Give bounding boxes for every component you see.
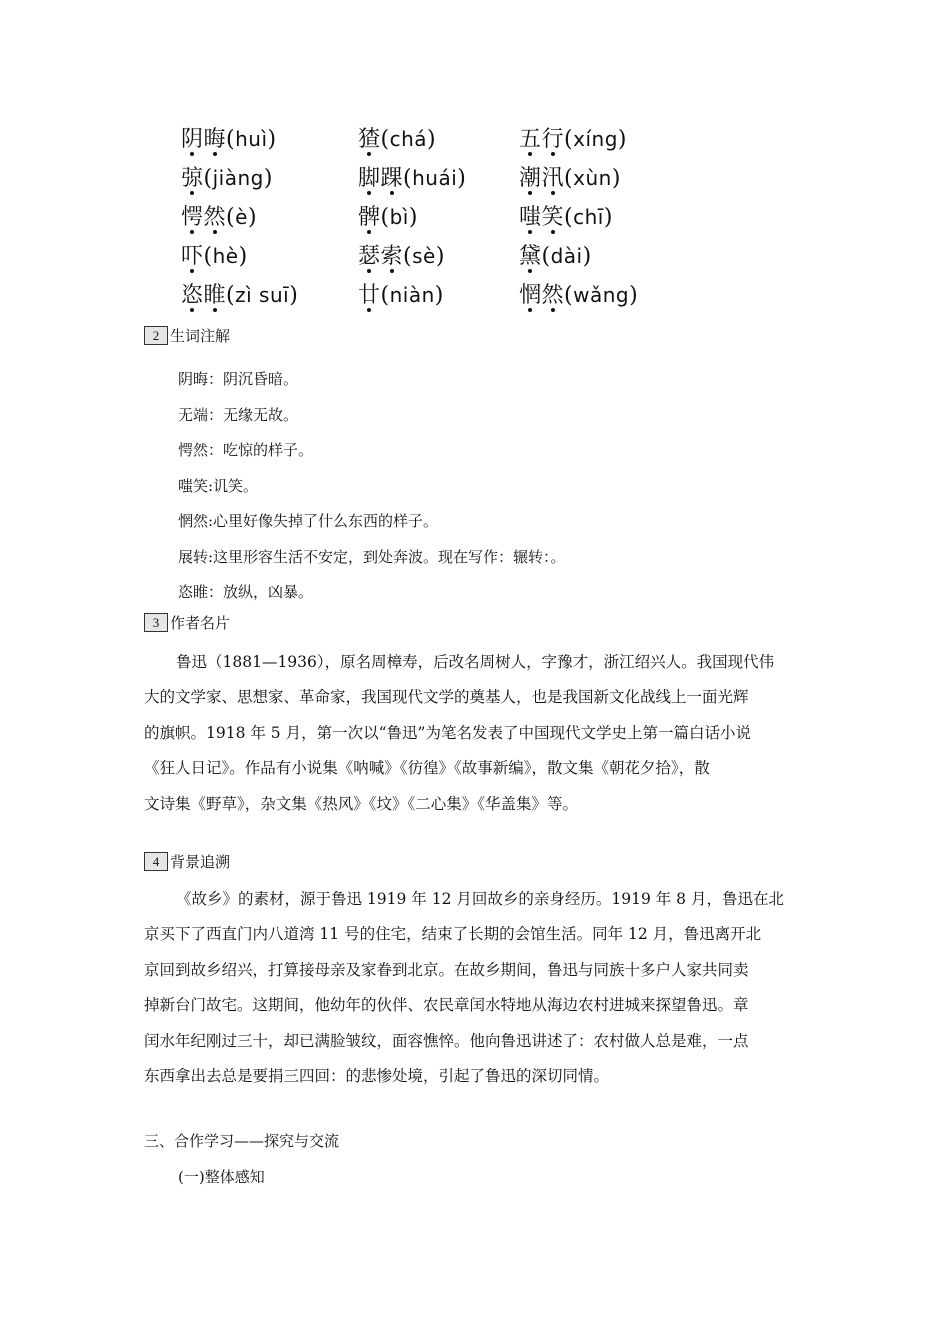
paragraph-line: 京买下了西直门内八道湾 11 号的住宅，结束了长期的会馆生活。同年 12 月，鲁迅离开北 xyxy=(144,925,762,944)
pinyin-word: 弶 xyxy=(181,166,204,191)
author-paragraph xyxy=(144,645,812,822)
pinyin-word: 脚 踝 xyxy=(358,166,403,191)
pinyin-row xyxy=(181,198,701,237)
section-title: 作者名片 xyxy=(170,614,231,632)
emphasis-dot xyxy=(367,152,371,156)
definition-item: 展转:这里形容生活不安定，到处奔波。现在写作：辗转：。 xyxy=(178,547,566,566)
definition-item: 恣睢：放纵，凶暴。 xyxy=(178,583,314,601)
pinyin-word: 惘 然 xyxy=(519,283,564,308)
pinyin-word: 猹 xyxy=(358,127,381,152)
paren-close: ) xyxy=(435,244,445,269)
emphasis-dot xyxy=(551,191,555,195)
pinyin-reading: è xyxy=(235,205,248,229)
paren-open: ( xyxy=(203,244,213,269)
pinyin-word: 愕 然 xyxy=(181,205,226,230)
paren-close: ) xyxy=(263,166,273,191)
pinyin-reading: chī xyxy=(573,205,604,229)
emphasis-dot xyxy=(190,269,194,273)
pinyin-entry xyxy=(181,237,248,276)
paren-close: ) xyxy=(457,166,467,191)
paragraph-line: 大的文学家、思想家、革命家，我国现代文学的奠基人，也是我国新文化战线上一面光辉 xyxy=(144,688,749,707)
paren-close: ) xyxy=(611,166,621,191)
emphasis-dot xyxy=(367,308,371,312)
emphasis-dot xyxy=(551,308,555,312)
pinyin-word: 恣 睢 xyxy=(181,283,226,308)
emphasis-dot xyxy=(190,230,194,234)
definition-item: 阴晦：阴沉昏暗。 xyxy=(178,370,299,388)
paragraph-line: 京回到故乡绍兴，打算接母亲及家眷到北京。在故乡期间，鲁迅与同族十多户人家共同卖 xyxy=(144,960,749,979)
pinyin-reading: hè xyxy=(212,244,239,268)
pinyin-entry xyxy=(358,159,466,198)
pinyin-word: 吓 xyxy=(181,244,204,269)
paren-open: ( xyxy=(380,283,390,308)
paren-open: ( xyxy=(564,205,574,230)
sub-heading: (一)整体感知 xyxy=(178,1168,265,1186)
emphasis-dot xyxy=(213,152,217,156)
paren-close: ) xyxy=(427,127,437,152)
emphasis-dot xyxy=(528,308,532,312)
emphasis-dot xyxy=(213,230,217,234)
pinyin-reading: jiàng xyxy=(212,166,264,190)
pinyin-entry xyxy=(358,120,436,159)
paren-open: ( xyxy=(226,283,236,308)
paren-close: ) xyxy=(267,127,277,152)
paren-close: ) xyxy=(408,205,418,230)
definition-item: 愕然：吃惊的样子。 xyxy=(178,441,314,459)
section-heading-author xyxy=(144,612,230,634)
emphasis-dot xyxy=(551,152,555,156)
section-heading-background xyxy=(144,851,230,873)
section-title: 背景追溯 xyxy=(170,853,231,871)
paren-open: ( xyxy=(203,166,213,191)
paren-close: ) xyxy=(434,283,444,308)
emphasis-dot xyxy=(528,152,532,156)
section-number-badge: 3 xyxy=(144,613,168,632)
emphasis-dot xyxy=(390,191,394,195)
pinyin-entry xyxy=(519,120,627,159)
paragraph-line: 的旗帜。1918 年 5 月，第一次以“鲁迅”为笔名发表了中国现代文学史上第一篇白话小说 xyxy=(144,723,751,742)
pinyin-reading: zì suī xyxy=(235,283,290,307)
pinyin-entry xyxy=(181,276,298,315)
pinyin-word: 阴 晦 xyxy=(181,127,226,152)
pinyin-reading: chá xyxy=(389,127,428,151)
section-title: 生词注解 xyxy=(170,327,231,345)
paren-open: ( xyxy=(541,244,551,269)
paragraph-line: 《狂人日记》。作品有小说集《呐喊》《彷徨》《故事新编》，散文集《朝花夕拾》，散 xyxy=(144,759,710,778)
emphasis-dot xyxy=(528,191,532,195)
section-heading-vocab xyxy=(144,325,230,347)
paragraph-line: 掉新台门故宅。这期间，他幼年的伙伴、农民章闰水特地从海边农村进城来探望鲁迅。章 xyxy=(144,996,749,1015)
pinyin-word: 潮 汛 xyxy=(519,166,564,191)
pinyin-row xyxy=(181,120,701,159)
pinyin-reading: dài xyxy=(550,244,583,268)
emphasis-dot xyxy=(528,230,532,234)
paren-open: ( xyxy=(564,166,574,191)
definition-list xyxy=(178,362,818,611)
paragraph-line: 闰水年纪刚过三十，却已满脸皱纹，面容憔悴。他向鲁迅讲述了：农村做人总是难，一点 xyxy=(144,1031,749,1050)
pinyin-entry xyxy=(181,120,277,159)
pinyin-word: 髀 xyxy=(358,205,381,230)
paragraph-line: 鲁迅（1881—1936），原名周樟寿，后改名周树人，字豫才，浙江绍兴人。我国现代伟 xyxy=(176,653,775,671)
paren-open: ( xyxy=(564,127,574,152)
paren-close: ) xyxy=(603,205,613,230)
pinyin-word: 瑟 索 xyxy=(358,244,403,269)
pinyin-entry xyxy=(358,237,445,276)
pinyin-reading: wǎng xyxy=(573,283,630,307)
pinyin-entry xyxy=(181,198,257,237)
pinyin-reading: huái xyxy=(412,166,458,190)
paren-open: ( xyxy=(380,205,390,230)
emphasis-dot xyxy=(190,191,194,195)
paragraph-line: 文诗集《野草》，杂文集《热风》《坟》《二心集》《华盖集》等。 xyxy=(144,794,579,813)
pinyin-row xyxy=(181,237,701,276)
paren-close: ) xyxy=(247,205,258,230)
emphasis-dot xyxy=(528,269,532,273)
emphasis-dot xyxy=(190,152,194,156)
paren-open: ( xyxy=(564,283,574,308)
pinyin-row xyxy=(181,276,701,315)
pinyin-entry xyxy=(519,159,621,198)
emphasis-dot xyxy=(213,308,217,312)
definition-item: 无端：无缘无故。 xyxy=(178,405,299,424)
paren-open: ( xyxy=(403,166,413,191)
paren-open: ( xyxy=(403,244,413,269)
background-paragraph xyxy=(144,882,812,1094)
emphasis-dot xyxy=(551,230,555,234)
paren-open: ( xyxy=(226,127,236,152)
part-heading: 三、合作学习——探究与交流 xyxy=(144,1132,340,1150)
pinyin-word: 廿 xyxy=(358,283,381,308)
pinyin-reading: niàn xyxy=(389,283,435,307)
pinyin-word: 嗤 笑 xyxy=(519,205,564,230)
emphasis-dot xyxy=(367,230,371,234)
pinyin-word: 五 行 xyxy=(519,127,564,152)
paren-open: ( xyxy=(226,205,236,230)
pinyin-reading: huì xyxy=(235,127,268,151)
paren-close: ) xyxy=(617,127,627,152)
pinyin-entry xyxy=(519,198,613,237)
pinyin-entry xyxy=(358,198,418,237)
pinyin-entry xyxy=(519,276,638,315)
pinyin-entry xyxy=(358,276,444,315)
definition-item: 嗤笑:讥笑。 xyxy=(178,476,259,495)
pinyin-grid xyxy=(181,120,701,315)
emphasis-dot xyxy=(367,191,371,195)
section-number-badge: 2 xyxy=(144,326,168,345)
pinyin-reading: xùn xyxy=(573,166,612,190)
pinyin-entry xyxy=(181,159,273,198)
pinyin-reading: xíng xyxy=(573,127,618,151)
emphasis-dot xyxy=(367,269,371,273)
paren-close: ) xyxy=(289,283,299,308)
pinyin-reading: bì xyxy=(389,205,409,229)
paragraph-line: 东西拿出去总是要捐三四回：的悲惨处境，引起了鲁迅的深切同情。 xyxy=(144,1067,610,1086)
pinyin-word: 黛 xyxy=(519,244,542,269)
paragraph-line: 《故乡》的素材，源于鲁迅 1919 年 12 月回故乡的亲身经历。1919 年 8 月，鲁迅在北 xyxy=(176,890,784,908)
definition-item: 惘然:心里好像失掉了什么东西的样子。 xyxy=(178,512,439,530)
section-number-badge: 4 xyxy=(144,852,168,871)
emphasis-dot xyxy=(190,308,194,312)
emphasis-dot xyxy=(390,269,394,273)
paren-close: ) xyxy=(238,244,248,269)
paren-close: ) xyxy=(582,244,592,269)
pinyin-entry xyxy=(519,237,592,276)
pinyin-reading: sè xyxy=(412,244,436,268)
paren-open: ( xyxy=(380,127,390,152)
paren-close: ) xyxy=(629,283,639,308)
pinyin-row xyxy=(181,159,701,198)
